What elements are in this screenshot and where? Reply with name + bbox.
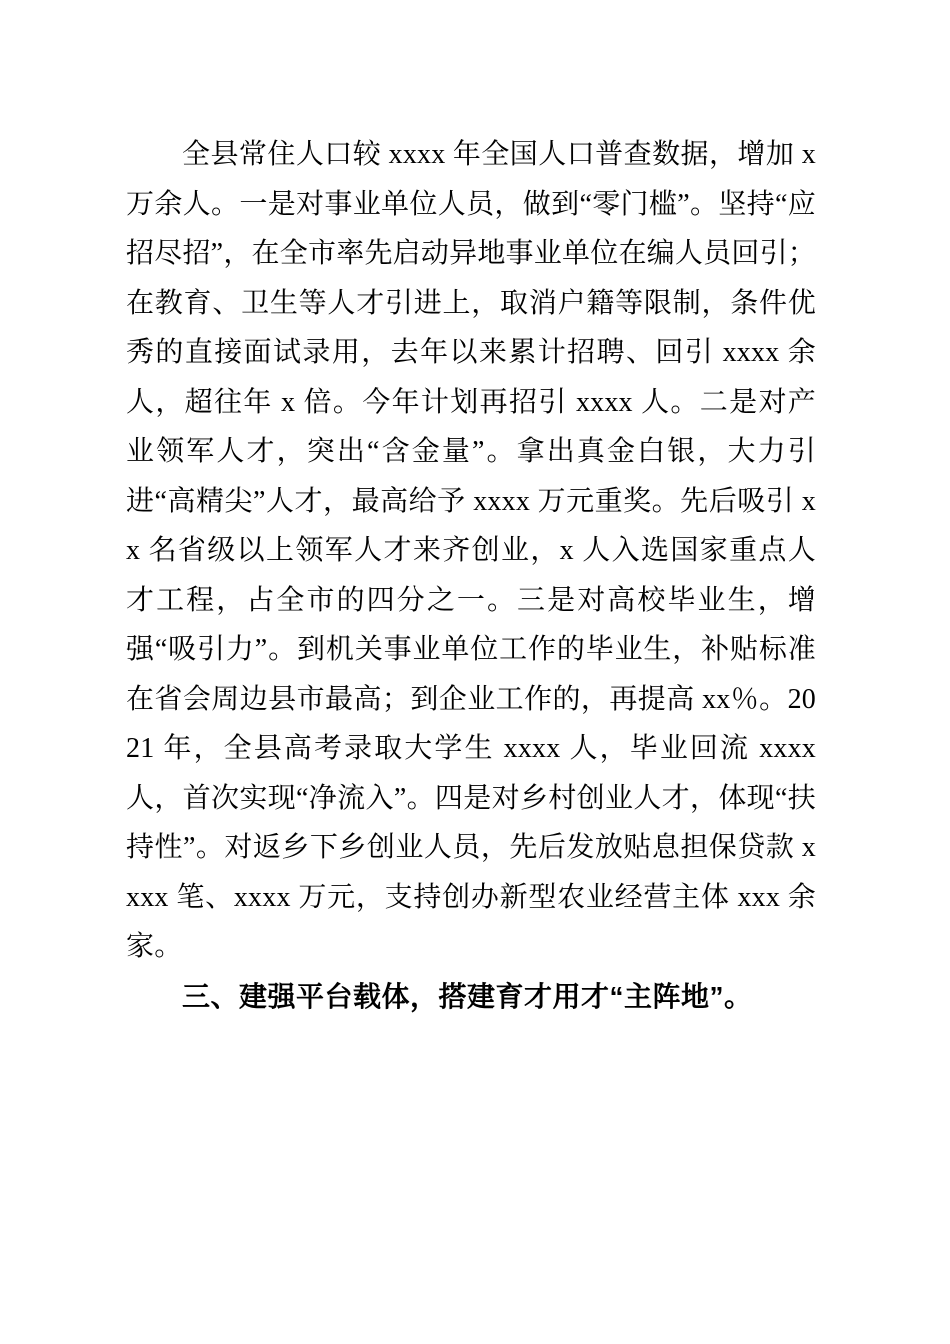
body-paragraph: 全县常住人口较 xxxx 年全国人口普查数据，增加 x 万余人。一是对事业单位人员，做到“零门槛”。坚持“应招尽招”，在全市率先启动异地事业单位在编人员回引；在教育、卫生等人才引进上，取消户籍等限制，条件优秀的直接面试录用，去年以来累计招聘、回引 xxxx 余人，超往年 x 倍。今年计划再招引 xxxx 人。二是对产业领军人才，突出“含金量”。拿出真金白银，大力引进“高精尖”人才，最高给予 xxxx 万元重奖。先后吸引 xx 名省级以上领军人才来齐创业，x 人入选国家重点人才工程，占全市的四分之一。三是对高校毕业生，增强“吸引力”。到机关事业单位工作的毕业生，补贴标准在省会周边县市最高；到企业工作的，再提高 xx％。2021 年，全县高考录取大学生 xxxx 人，毕业回流 xxxx 人，首次实现“净流入”。四是对乡村创业人才，体现“扶持性”。对返乡下乡创业人员，先后发放贴息担保贷款 xxxx 笔、xxxx 万元，支持创办新型农业经营主体 xxx 余家。 bbox=[126, 139, 816, 962]
document-content bbox=[126, 130, 816, 1021]
section-heading: 三、建强平台载体，搭建育才用才“主阵地”。 bbox=[182, 980, 753, 1012]
